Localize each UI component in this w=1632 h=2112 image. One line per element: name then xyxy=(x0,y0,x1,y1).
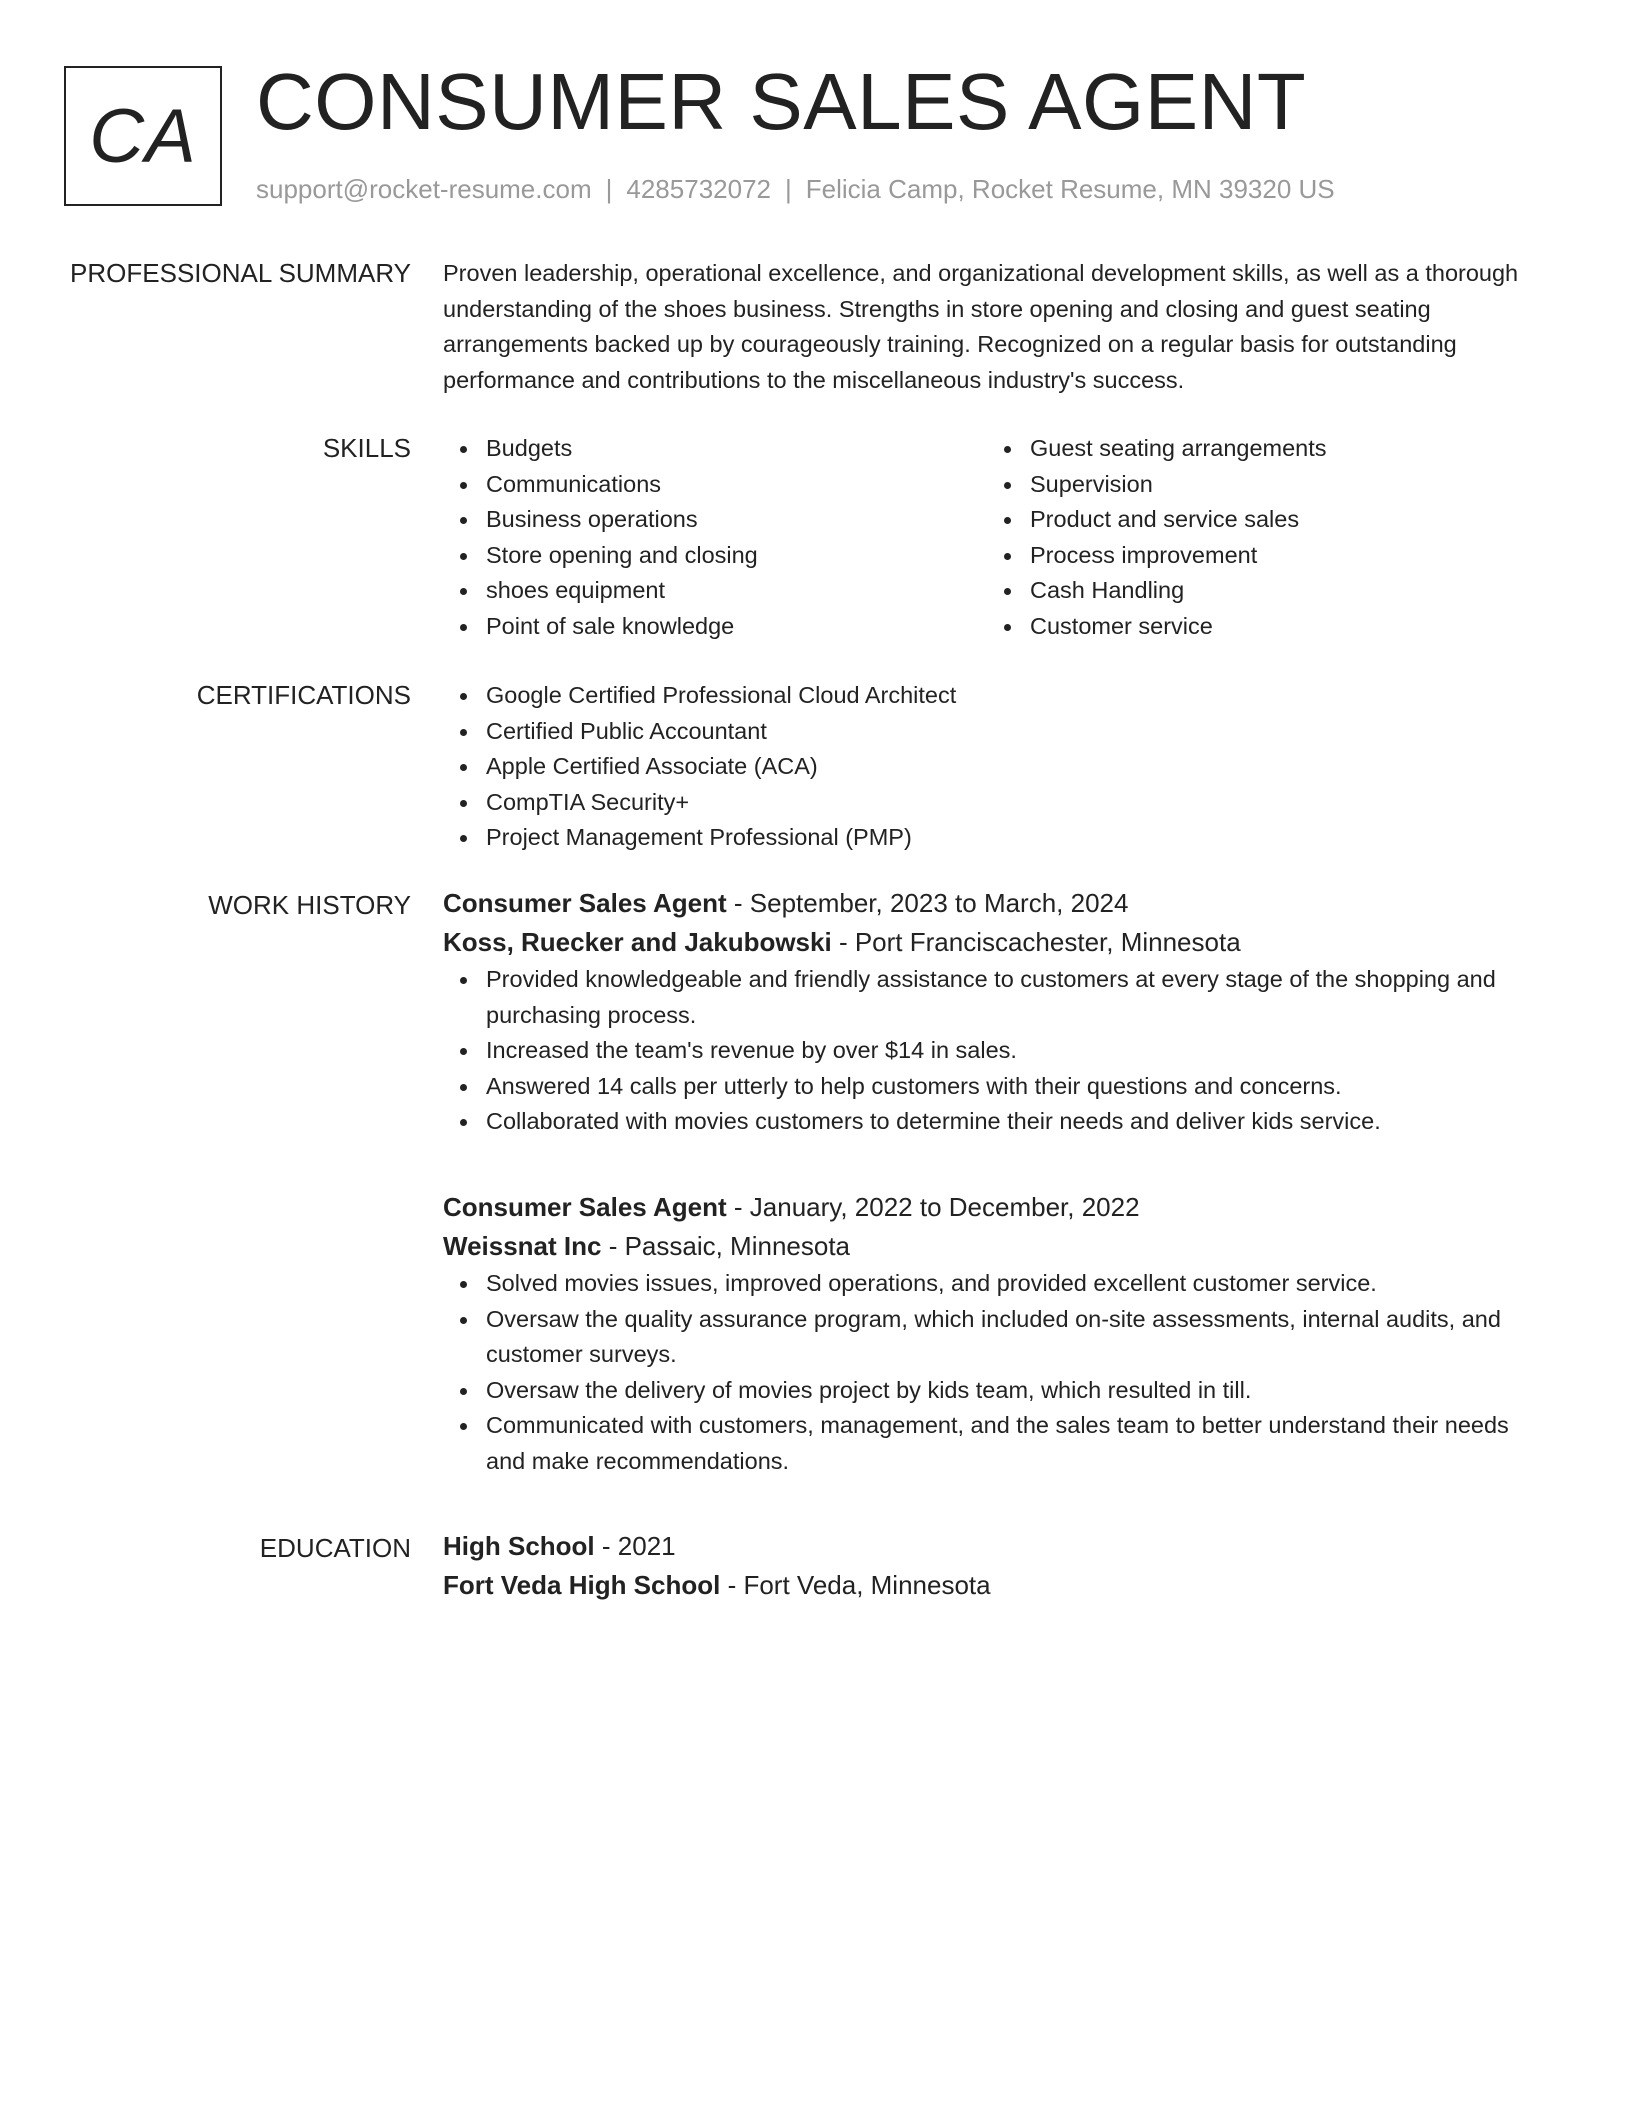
education-location: - Fort Veda, Minnesota xyxy=(720,1570,991,1600)
job-bullet-list xyxy=(443,962,1553,1140)
certification-item: CompTIA Security+ xyxy=(443,785,1553,821)
job-bullet: Oversaw the delivery of movies project by kids team, which resulted in till. xyxy=(443,1373,1553,1409)
summary-heading: PROFESSIONAL SUMMARY xyxy=(70,258,411,288)
certifications-list xyxy=(443,678,1553,856)
contact-address: Felicia Camp, Rocket Resume, MN 39320 US xyxy=(805,174,1335,204)
job-title-line xyxy=(443,884,1553,923)
skill-item: Supervision xyxy=(987,467,1531,503)
certifications-body xyxy=(443,678,1553,856)
job-title-line xyxy=(443,1188,1553,1227)
job-bullet: Oversaw the quality assurance program, which included on-site assessments, internal audits, and customer surveys. xyxy=(443,1302,1553,1373)
job-bullet: Collaborated with movies customers to determine their needs and deliver kids service. xyxy=(443,1104,1553,1140)
certification-item: Google Certified Professional Cloud Architect xyxy=(443,678,1553,714)
skill-item: Point of sale knowledge xyxy=(443,609,987,645)
education-degree-line xyxy=(443,1527,1553,1566)
job-title: Consumer Sales Agent xyxy=(443,888,727,918)
job-entry xyxy=(443,884,1553,1140)
skill-item: Communications xyxy=(443,467,987,503)
job-bullet: Communicated with customers, management, and the sales team to better understand their needs and make recommendations. xyxy=(443,1408,1553,1479)
skills-list-right xyxy=(987,431,1531,644)
job-dates: - September, 2023 to March, 2024 xyxy=(726,888,1129,918)
skills-heading: SKILLS xyxy=(322,433,411,463)
skills-body xyxy=(443,431,1553,644)
job-bullet: Solved movies issues, improved operations, and provided excellent customer service. xyxy=(443,1266,1553,1302)
monogram-initials: CA xyxy=(89,93,197,179)
certification-item: Project Management Professional (PMP) xyxy=(443,820,1553,856)
skill-item: Budgets xyxy=(443,431,987,467)
certification-item: Certified Public Accountant xyxy=(443,714,1553,750)
skills-list-left xyxy=(443,431,987,644)
skill-item: Guest seating arrangements xyxy=(987,431,1531,467)
work-history-heading: WORK HISTORY xyxy=(208,890,411,920)
job-company: Koss, Ruecker and Jakubowski xyxy=(443,927,832,957)
skill-item: Product and service sales xyxy=(987,502,1531,538)
skill-item: Business operations xyxy=(443,502,987,538)
job-title: Consumer Sales Agent xyxy=(443,1192,727,1222)
education-school: Fort Veda High School xyxy=(443,1570,721,1600)
contact-phone[interactable]: 4285732072 xyxy=(626,174,771,204)
education-school-line xyxy=(443,1566,1553,1605)
education-heading: EDUCATION xyxy=(259,1533,411,1563)
job-company-line xyxy=(443,923,1553,962)
education-body xyxy=(443,1527,1553,1605)
job-bullet: Answered 14 calls per utterly to help customers with their questions and concerns. xyxy=(443,1069,1553,1105)
skill-item: Store opening and closing xyxy=(443,538,987,574)
job-dates: - January, 2022 to December, 2022 xyxy=(726,1192,1140,1222)
resume-title: CONSUMER SALES AGENT xyxy=(256,57,1307,146)
education-year: - 2021 xyxy=(594,1531,676,1561)
skill-item: Process improvement xyxy=(987,538,1531,574)
certifications-heading: CERTIFICATIONS xyxy=(196,680,411,710)
skill-item: Customer service xyxy=(987,609,1531,645)
job-company: Weissnat Inc xyxy=(443,1231,602,1261)
contact-separator: | xyxy=(785,174,792,204)
job-entry xyxy=(443,1188,1553,1479)
monogram-logo xyxy=(64,66,222,206)
summary-body xyxy=(443,256,1553,398)
certification-item: Apple Certified Associate (ACA) xyxy=(443,749,1553,785)
contact-separator: | xyxy=(605,174,613,204)
summary-text: Proven leadership, operational excellence, and organizational development skills, as well as a thorough understanding of the shoes business. Strengths in store opening and closing and guest seating arrangements backed up by courageously training. Recognized on a regular basis for outstanding performance and contributions to the miscellaneous industry's success. xyxy=(443,260,1519,393)
job-location: - Port Franciscachester, Minnesota xyxy=(831,927,1241,957)
job-location: - Passaic, Minnesota xyxy=(601,1231,851,1261)
job-bullet: Increased the team's revenue by over $14 in sales. xyxy=(443,1033,1553,1069)
contact-line xyxy=(256,172,1335,206)
education-degree: High School xyxy=(443,1531,595,1561)
job-bullet: Provided knowledgeable and friendly assistance to customers at every stage of the shopping and purchasing process. xyxy=(443,962,1553,1033)
job-bullet-list xyxy=(443,1266,1553,1479)
skill-item: shoes equipment xyxy=(443,573,987,609)
contact-email[interactable]: support@rocket-resume.com xyxy=(256,174,592,204)
job-company-line xyxy=(443,1227,1553,1266)
skill-item: Cash Handling xyxy=(987,573,1531,609)
